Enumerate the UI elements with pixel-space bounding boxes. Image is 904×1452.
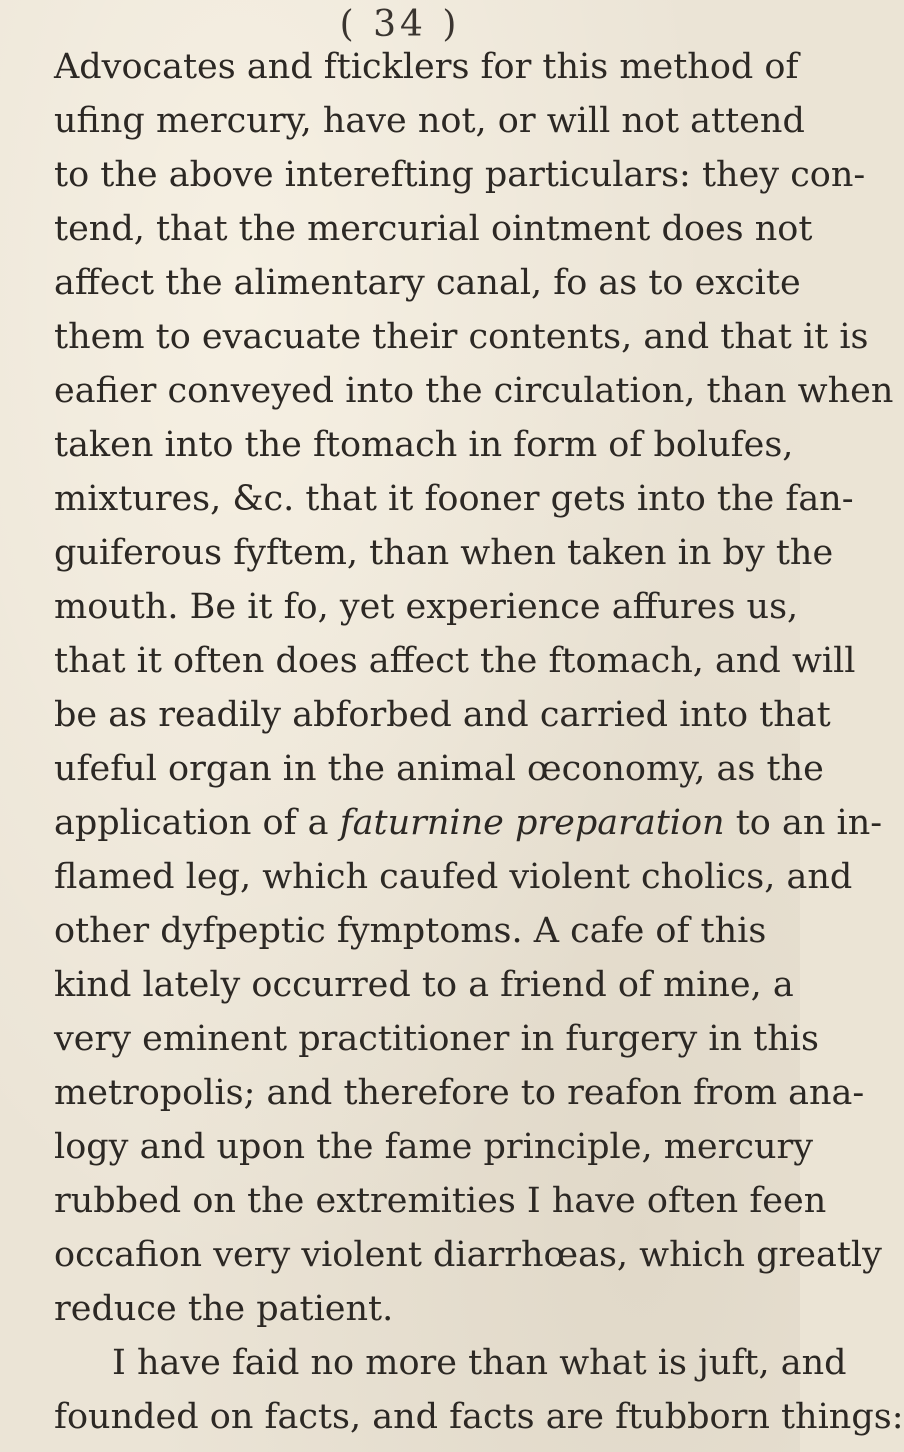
text-line: metropolis; and therefore to reafon from ana-: [54, 1073, 865, 1113]
text-line: be as readily abforbed and carried into that: [54, 695, 831, 735]
text-line: tend, that the mercurial ointment does not: [54, 209, 813, 249]
text-line: ufing mercury, have not, or will not attend: [54, 101, 805, 141]
text-line-paragraph-end: reduce the patient.: [54, 1289, 394, 1329]
text-line: other dyfpeptic fymptoms. A cafe of this: [54, 911, 767, 951]
text-line: logy and upon the fame principle, mercury: [54, 1127, 813, 1167]
page-number: ( 34 ): [339, 4, 461, 45]
text-line: mixtures, &c. that it fooner gets into the fan-: [54, 479, 854, 519]
text-line: founded on facts, and facts are ftubborn things:: [54, 1397, 904, 1437]
text-line: them to evacuate their contents, and that it is: [54, 317, 869, 357]
text-line: rubbed on the extremities I have often feen: [54, 1181, 827, 1221]
text-line: flamed leg, which caufed violent cholics, and: [54, 857, 853, 897]
text-line: mouth. Be it fo, yet experience affures us,: [54, 587, 799, 627]
paragraph-first-line: I have faid no more than what is juft, and: [112, 1343, 847, 1383]
text-line: taken into the ftomach in form of bolufes,: [54, 425, 794, 465]
italic-phrase: faturnine preparation: [339, 803, 725, 843]
text-line: occafion very violent diarrhœas, which greatly: [54, 1235, 882, 1275]
text-line: very eminent practitioner in furgery in this: [54, 1019, 819, 1059]
text-segment: application of a: [54, 803, 329, 843]
text-segment: to an in-: [735, 803, 883, 843]
text-line: ufeful organ in the animal œconomy, as the: [54, 749, 824, 789]
text-line: to the above interefting particulars: they con-: [54, 155, 866, 195]
text-line: eafier conveyed into the circulation, than when: [54, 371, 894, 411]
text-line: affect the alimentary canal, fo as to excite: [54, 263, 801, 303]
text-line: Advocates and fticklers for this method of: [54, 47, 799, 87]
text-line: that it often does affect the ftomach, and will: [54, 641, 856, 681]
text-line: kind lately occurred to a friend of mine, a: [54, 965, 794, 1005]
text-line-with-italic: [54, 796, 883, 850]
text-line: guiferous fyftem, than when taken in by the: [54, 533, 834, 573]
